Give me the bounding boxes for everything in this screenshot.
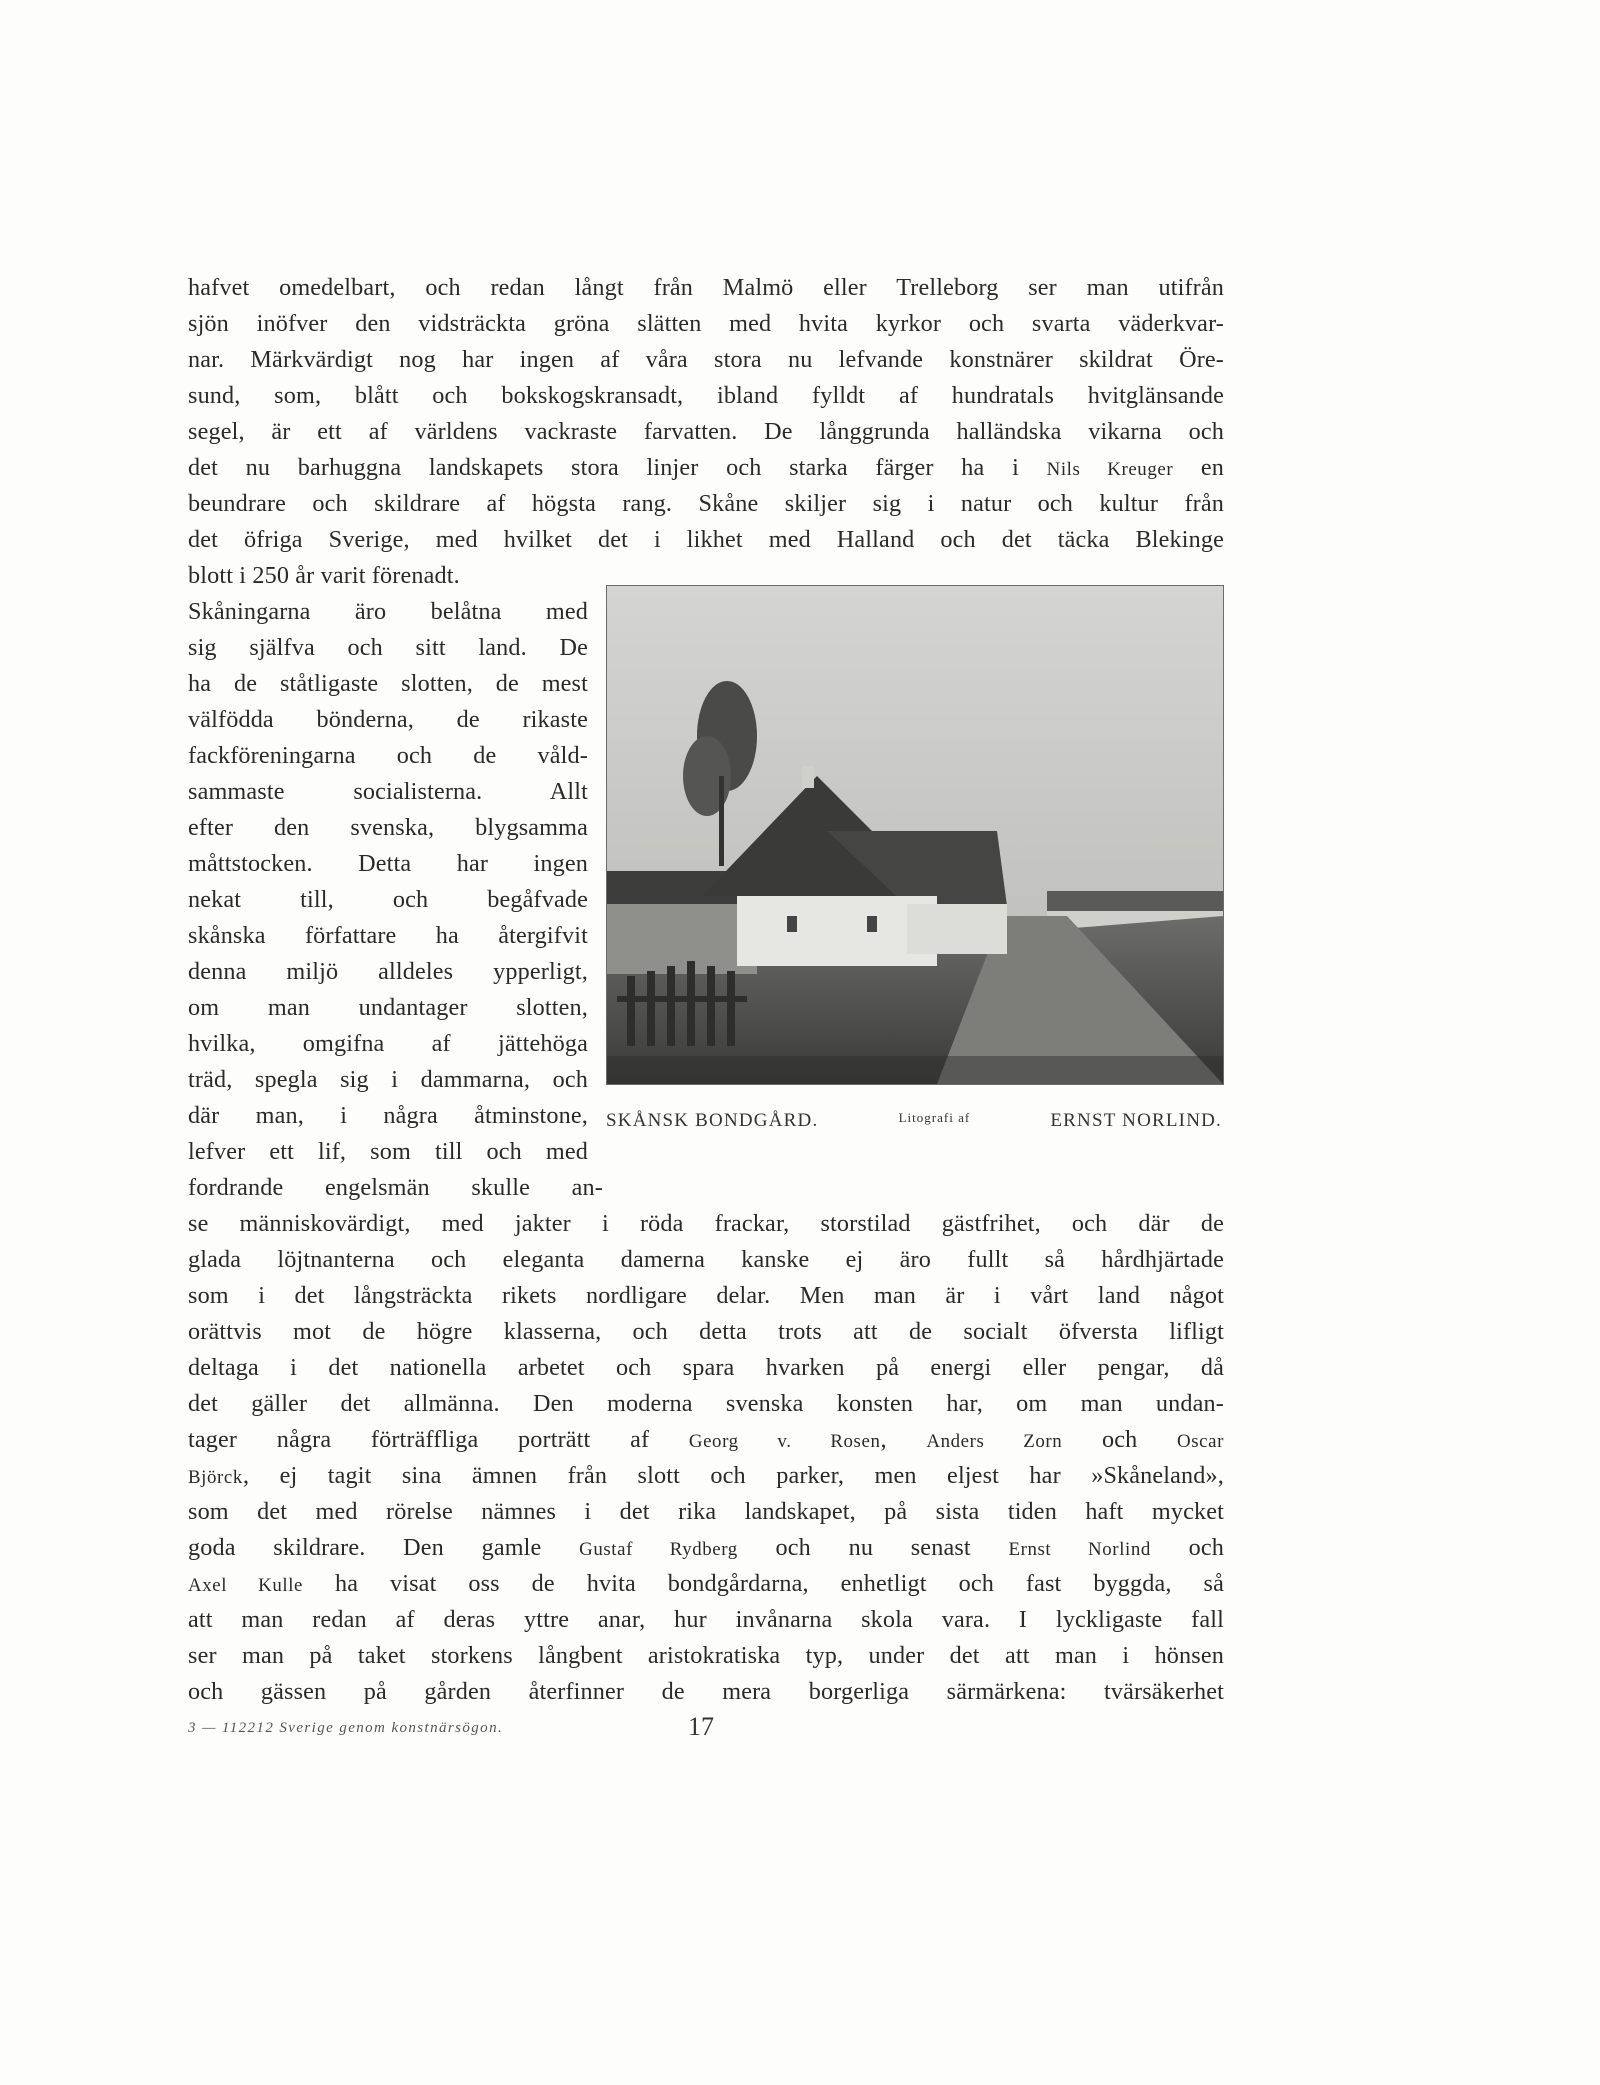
artist-name: Anders Zorn bbox=[926, 1431, 1063, 1452]
text-line: sammaste socialisterna. Allt bbox=[188, 778, 588, 805]
text-line: lefver ett lif, som till och med bbox=[188, 1138, 588, 1165]
text-segment: ha visat oss de hvita bondgårdarna, enhetligt och fast byggda, så bbox=[303, 1570, 1225, 1597]
text-line: Skåningarna äro belåtna med bbox=[188, 598, 588, 625]
text-line: nekat till, och begåfvade bbox=[188, 886, 588, 913]
text-line: välfödda bönderna, de rikaste bbox=[188, 706, 588, 733]
artist-name: Ernst Norlind bbox=[1008, 1539, 1151, 1560]
text-line: och gässen på gården återfinner de mera borgerliga särmärkena: tvärsäkerhet bbox=[188, 1678, 1224, 1705]
text-segment: goda skildrare. Den gamle bbox=[188, 1534, 580, 1561]
text-line: ha de ståtligaste slotten, de mest bbox=[188, 670, 588, 697]
text-line: att man redan af deras yttre anar, hur invånarna skola vara. I lyckligaste fall bbox=[188, 1606, 1224, 1633]
text-line: hafvet omedelbart, och redan långt från Malmö eller Trelleborg ser man utifrån bbox=[188, 274, 1224, 301]
text-line: nar. Märkvärdigt nog har ingen af våra stora nu lefvande konstnärer skildrat Öre- bbox=[188, 346, 1224, 373]
artist-name: Björck bbox=[188, 1467, 243, 1488]
caption-artist: ERNST NORLIND. bbox=[1050, 1110, 1222, 1131]
text-line: orättvis mot de högre klasserna, och detta trots att de socialt öfversta lifligt bbox=[188, 1318, 1224, 1345]
text-line: om man undantager slotten, bbox=[188, 994, 588, 1021]
text-line: som det med rörelse nämnes i det rika landskapet, på sista tiden haft mycket bbox=[188, 1498, 1224, 1525]
text-line: sig själfva och sitt land. De bbox=[188, 634, 588, 661]
text-segment: en bbox=[1173, 454, 1225, 481]
text-line: segel, är ett af världens vackraste farvatten. De långgrunda halländska vikarna och bbox=[188, 418, 1224, 445]
text-line: hvilka, omgifna af jättehöga bbox=[188, 1030, 588, 1057]
text-line: efter den svenska, blygsamma bbox=[188, 814, 588, 841]
text-line: träd, spegla sig i dammarna, och bbox=[188, 1066, 588, 1093]
artist-name: Oscar bbox=[1177, 1431, 1224, 1452]
text-segment: och bbox=[1062, 1426, 1177, 1453]
text-line: glada löjtnanterna och eleganta damerna kanske ej äro fullt så hårdhjärtade bbox=[188, 1246, 1224, 1273]
page-number: 17 bbox=[688, 1712, 714, 1741]
text-line: sund, som, blått och bokskogskransadt, ibland fylldt af hundratals hvitglänsande bbox=[188, 382, 1224, 409]
text-line: måttstocken. Detta har ingen bbox=[188, 850, 588, 877]
caption-title: SKÅNSK BONDGÅRD. bbox=[606, 1110, 819, 1131]
caption-credit: Litografi af bbox=[898, 1110, 971, 1125]
text-line: skånska författare ha återgifvit bbox=[188, 922, 588, 949]
artist-name: Gustaf Rydberg bbox=[579, 1539, 738, 1560]
artist-name: Nils Kreuger bbox=[1046, 459, 1174, 480]
text-line: blott i 250 år varit förenadt. bbox=[188, 562, 460, 589]
text-line: det gäller det allmänna. Den moderna svenska konsten har, om man undan- bbox=[188, 1390, 1224, 1417]
text-line bbox=[188, 450, 1224, 486]
text-line: fordrande engelsmän skulle an- bbox=[188, 1174, 603, 1201]
text-line: deltaga i det nationella arbetet och spara hvarken på energi eller pengar, då bbox=[188, 1354, 1224, 1381]
text-segment: det nu barhuggna landskapets stora linjer och starka färger ha i bbox=[188, 454, 1047, 481]
artist-name: Axel Kulle bbox=[188, 1575, 304, 1596]
text-line: fackföreningarna och de våld- bbox=[188, 742, 588, 769]
text-line: det öfriga Sverige, med hvilket det i likhet med Halland och det täcka Blekinge bbox=[188, 526, 1224, 553]
figure-caption bbox=[606, 1110, 1222, 1140]
text-line: beundrare och skildrare af högsta rang. Skåne skiljer sig i natur och kultur från bbox=[188, 490, 1224, 517]
printer-signature: 3 — 112212 Sverige genom konstnärsögon. bbox=[188, 1720, 504, 1736]
text-line: där man, i några åtminstone, bbox=[188, 1102, 588, 1129]
text-segment: , ej tagit sina ämnen från slott och parker, men eljest har »Skåneland», bbox=[242, 1462, 1224, 1489]
text-line bbox=[188, 1422, 1224, 1458]
lithograph-illustration bbox=[606, 585, 1224, 1085]
text-line: ser man på taket storkens långbent aristokratiska typ, under det att man i hönsen bbox=[188, 1642, 1224, 1669]
text-line bbox=[188, 1566, 1224, 1602]
text-line: sjön inöfver den vidsträckta gröna slätten med hvita kyrkor och svarta väderkvar- bbox=[188, 310, 1224, 337]
text-line: se människovärdigt, med jakter i röda frackar, storstilad gästfrihet, och där de bbox=[188, 1210, 1224, 1237]
text-segment: och bbox=[1150, 1534, 1224, 1561]
artist-name: Georg v. Rosen bbox=[688, 1431, 881, 1452]
text-segment: och nu senast bbox=[737, 1534, 1009, 1561]
text-line bbox=[188, 1458, 1224, 1494]
text-segment: , bbox=[880, 1426, 927, 1453]
text-segment: tager några förträffliga porträtt af bbox=[188, 1426, 689, 1453]
text-line: denna miljö alldeles ypperligt, bbox=[188, 958, 588, 985]
text-line bbox=[188, 1530, 1224, 1566]
text-line: som i det långsträckta rikets nordligare delar. Men man är i vårt land något bbox=[188, 1282, 1224, 1309]
